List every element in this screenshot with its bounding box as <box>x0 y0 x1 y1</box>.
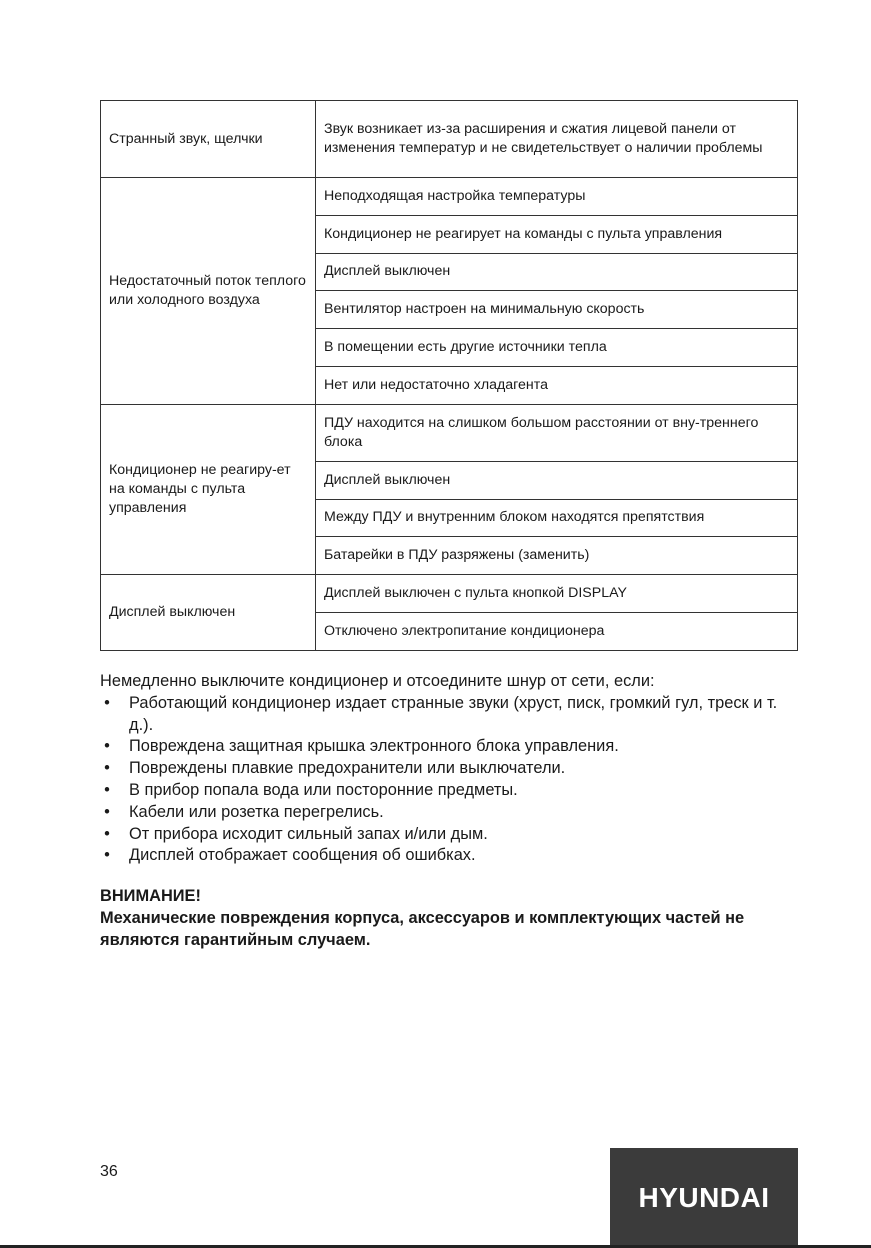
table-row <box>101 575 798 613</box>
list-item-text: Дисплей отображает сообщения об ошибках. <box>129 846 476 865</box>
table-row <box>101 101 798 178</box>
list-item <box>100 845 800 867</box>
bullet-icon: • <box>104 759 110 778</box>
list-item <box>100 736 800 758</box>
problem-cell: Странный звук, щелчки <box>101 101 316 178</box>
cause-cell: Батарейки в ПДУ разряжены (заменить) <box>316 537 798 575</box>
cause-cell: Вентилятор настроен на минимальную скорость <box>316 291 798 329</box>
cause-cell: В помещении есть другие источники тепла <box>316 329 798 367</box>
list-item <box>100 693 800 737</box>
problem-cell: Кондиционер не реагиру-ет на команды с пульта управления <box>101 404 316 574</box>
list-item-text: Повреждены плавкие предохранители или выключатели. <box>129 759 566 778</box>
bullet-icon: • <box>104 846 110 865</box>
bullet-icon: • <box>104 802 110 821</box>
list-item-text: Кабели или розетка перегрелись. <box>129 802 384 821</box>
troubleshooting-table <box>100 100 798 651</box>
shutdown-list <box>100 693 800 867</box>
table-row <box>101 178 798 216</box>
list-item <box>100 824 800 846</box>
list-item-text: Повреждена защитная крышка электронного блока управления. <box>129 737 619 756</box>
notice-text: Механические повреждения корпуса, аксессуаров и комплектующих частей не являются гарантийным случаем. <box>100 908 745 949</box>
cause-cell: Неподходящая настройка температуры <box>316 178 798 216</box>
warranty-notice <box>100 886 810 951</box>
brand-logo: HYUNDAI <box>610 1148 798 1248</box>
problem-cell: Дисплей выключен <box>101 575 316 651</box>
list-item <box>100 780 800 802</box>
cause-cell: Кондиционер не реагирует на команды с пульта управления <box>316 215 798 253</box>
bullet-icon: • <box>104 737 110 756</box>
list-item <box>100 802 800 824</box>
bullet-icon: • <box>104 693 110 712</box>
notice-title: ВНИМАНИЕ! <box>100 887 201 905</box>
table-row <box>101 404 798 461</box>
cause-cell: Отключено электропитание кондиционера <box>316 612 798 650</box>
problem-cell: Недостаточный поток теплого или холодного воздуха <box>101 178 316 405</box>
cause-cell: Дисплей выключен с пульта кнопкой DISPLAY <box>316 575 798 613</box>
shutdown-section <box>100 671 800 867</box>
cause-cell: Дисплей выключен <box>316 253 798 291</box>
page-number: 36 <box>100 1163 118 1180</box>
list-item-text: От прибора исходит сильный запах и/или дым. <box>129 824 488 843</box>
cause-cell: ПДУ находится на слишком большом расстоянии от вну-треннего блока <box>316 404 798 461</box>
cause-cell: Нет или недостаточно хладагента <box>316 366 798 404</box>
list-item-text: Работающий кондиционер издает странные звуки (хруст, писк, громкий гул, треск и т. д.). <box>129 693 778 734</box>
bullet-icon: • <box>104 780 110 799</box>
list-item-text: В прибор попала вода или посторонние предметы. <box>129 780 518 799</box>
shutdown-lead: Немедленно выключите кондиционер и отсоедините шнур от сети, если: <box>100 672 655 690</box>
cause-cell: Дисплей выключен <box>316 461 798 499</box>
bullet-icon: • <box>104 824 110 843</box>
list-item <box>100 758 800 780</box>
cause-cell: Между ПДУ и внутренним блоком находятся препятствия <box>316 499 798 537</box>
cause-cell: Звук возникает из-за расширения и сжатия лицевой панели от изменения температур и не свидетельствует о наличии проблемы <box>316 101 798 178</box>
